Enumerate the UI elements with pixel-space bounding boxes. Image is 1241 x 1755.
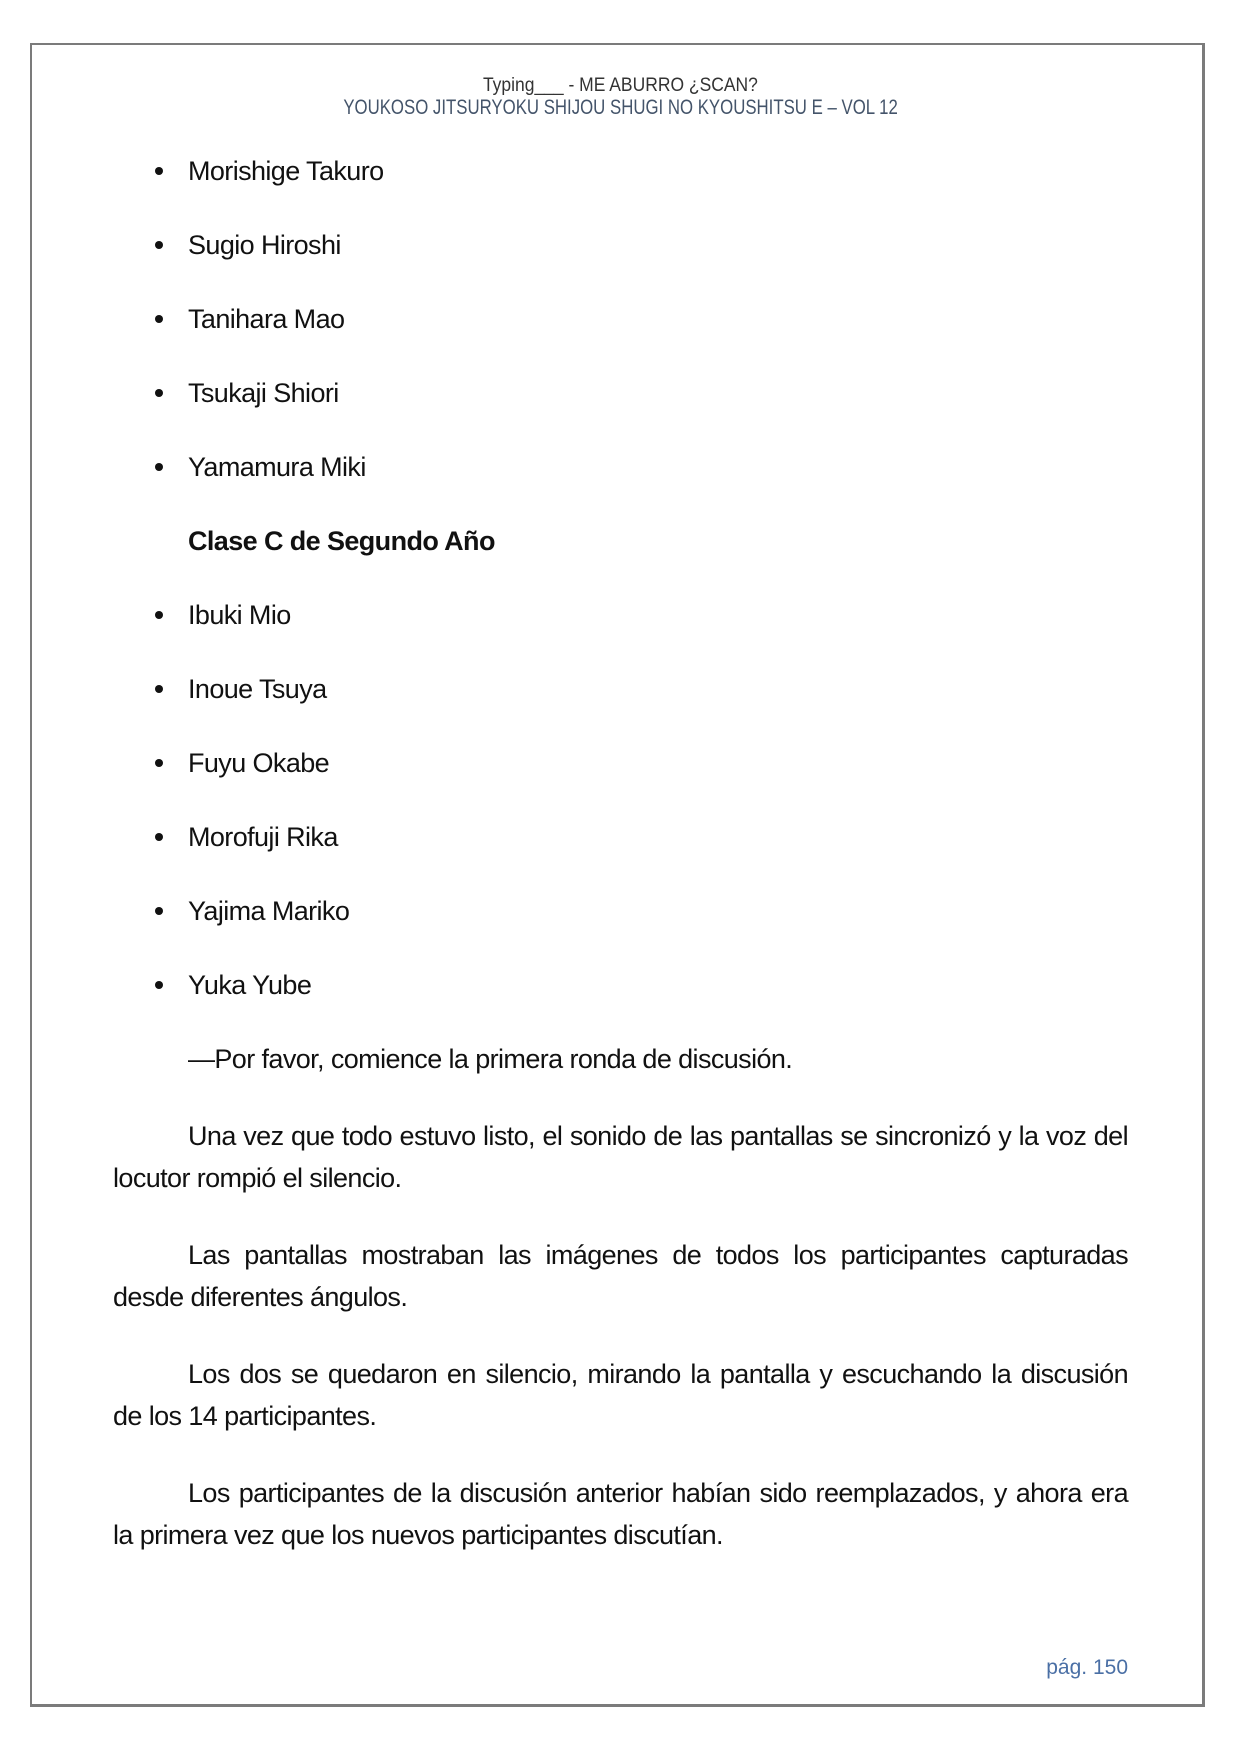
list-item-text: Sugio Hiroshi: [188, 230, 341, 260]
list-item-text: Fuyu Okabe: [188, 748, 330, 778]
list-item-text: Tanihara Mao: [188, 304, 345, 334]
bullet-icon: [155, 389, 163, 397]
list-item-text: Morofuji Rika: [188, 822, 338, 852]
bullet-icon: [155, 463, 163, 471]
list-item: [113, 298, 1128, 340]
bullet-icon: [155, 981, 163, 989]
bullet-icon: [155, 907, 163, 915]
header-scanlation-line: [113, 76, 1128, 96]
list-item: [113, 372, 1128, 414]
paragraph: Los dos se quedaron en silencio, mirando la pantalla y escuchando la discusión de los 14 participantes.: [113, 1359, 1128, 1431]
bullet-icon: [155, 685, 163, 693]
page-content: [113, 0, 1128, 1591]
bullet-icon: [155, 611, 163, 619]
list-item-text: Yajima Mariko: [188, 896, 350, 926]
list-item-text: Yuka Yube: [188, 970, 312, 1000]
list-item: [113, 224, 1128, 266]
bullet-icon: [155, 241, 163, 249]
paragraph: Las pantallas mostraban las imágenes de todos los participantes capturadas desde diferentes ángulos.: [113, 1240, 1128, 1312]
paragraph: Los participantes de la discusión anterior habían sido reemplazados, y ahora era la primera vez que los nuevos participantes discutían.: [113, 1478, 1128, 1550]
page-number: pág. 150: [1046, 1656, 1128, 1679]
list-item: [113, 816, 1128, 858]
paragraph-dialogue: —Por favor, comience la primera ronda de discusión.: [188, 1044, 793, 1074]
section-heading-class-c: Clase C de Segundo Año: [188, 526, 495, 556]
list-item: [113, 964, 1128, 1006]
bullet-icon: [155, 833, 163, 841]
bullet-icon: [155, 167, 163, 175]
bullet-icon: [155, 315, 163, 323]
list-item: [113, 742, 1128, 784]
list-item: [113, 150, 1128, 192]
list-item-text: Yamamura Miki: [188, 452, 366, 482]
list-item: [113, 890, 1128, 932]
list-item: [113, 446, 1128, 488]
list-item: [113, 594, 1128, 636]
class-c-member-list: [113, 594, 1128, 1006]
list-item-text: Ibuki Mio: [188, 600, 291, 630]
header-volume-title-line: [113, 96, 1128, 120]
class-b-member-list: [113, 150, 1128, 488]
paragraph: Una vez que todo estuvo listo, el sonido de las pantallas se sincronizó y la voz del locutor rompió el silencio.: [113, 1121, 1128, 1193]
header-volume-title-text: YOUKOSO JITSURYOKU SHIJOU SHUGI NO KYOUSHITSU E – VOL 12: [343, 96, 898, 119]
list-item: [113, 668, 1128, 710]
list-item-text: Inoue Tsuya: [188, 674, 327, 704]
list-item-text: Tsukaji Shiori: [188, 378, 339, 408]
list-item-text: Morishige Takuro: [188, 156, 384, 186]
header-scanlation-text: Typing___ - ME ABURRO ¿SCAN?: [483, 75, 758, 96]
bullet-icon: [155, 759, 163, 767]
